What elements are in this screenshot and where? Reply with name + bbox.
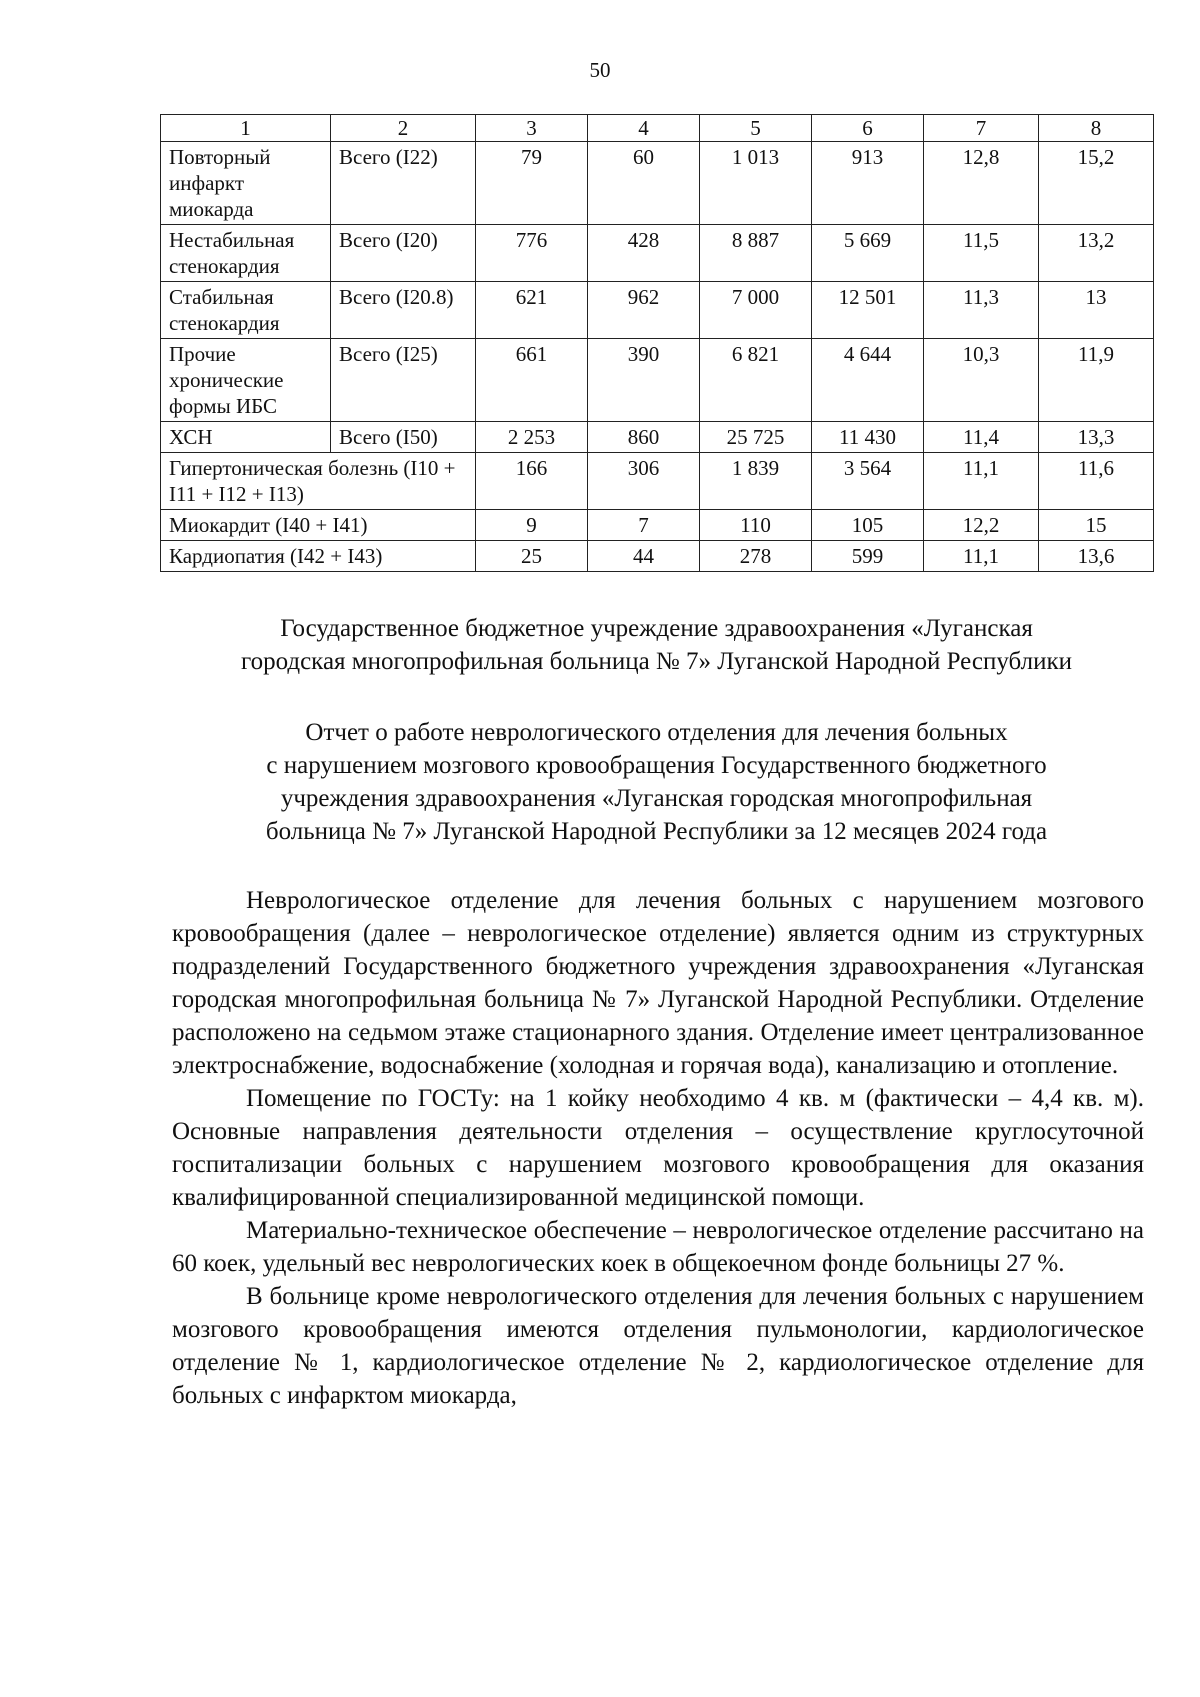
table-cell: 4 644 (812, 339, 924, 422)
table-cell: 11,1 (924, 541, 1039, 572)
diagnosis-name: Миокардит (I40 + I41) (161, 510, 476, 541)
table-cell: 11,6 (1039, 453, 1154, 510)
table-cell: 44 (588, 541, 700, 572)
column-number: 6 (812, 115, 924, 142)
table-cell: 25 725 (700, 422, 812, 453)
heading-line: с нарушением мозгового кровообращения Государственного бюджетного (266, 752, 1047, 779)
table-cell: 13 (1039, 282, 1154, 339)
table-cell: 913 (812, 142, 924, 225)
table-row (161, 422, 1154, 453)
table-cell: 11,1 (924, 453, 1039, 510)
table-cell: 661 (476, 339, 588, 422)
table-cell: 3 564 (812, 453, 924, 510)
table-cell: 306 (588, 453, 700, 510)
table-cell: 11,9 (1039, 339, 1154, 422)
heading-line: Государственное бюджетное учреждение здравоохранения «Луганская (280, 615, 1033, 642)
column-number: 4 (588, 115, 700, 142)
table-cell: 166 (476, 453, 588, 510)
table-cell: 776 (476, 225, 588, 282)
table-cell: 599 (812, 541, 924, 572)
heading-line: учреждения здравоохранения «Луганская городская многопрофильная (280, 785, 1033, 812)
diagnosis-name: ХСН (161, 422, 331, 453)
table-cell: 390 (588, 339, 700, 422)
diagnosis-code: Всего (I20) (331, 225, 476, 282)
column-number: 3 (476, 115, 588, 142)
statistics-table (160, 114, 1154, 572)
table-cell: 15,2 (1039, 142, 1154, 225)
table-cell: 12,2 (924, 510, 1039, 541)
paragraph: В больнице кроме неврологического отделения для лечения больных с нарушением мозгового кровообращения имеются отделения пульмонологии, кардиологическое отделение № 1, кардиологическое отделение № 2, кардиологическое отделение для больных с инфарктом миокарда, (172, 1283, 1144, 1409)
table-cell: 25 (476, 541, 588, 572)
table-cell: 12,8 (924, 142, 1039, 225)
table-cell: 278 (700, 541, 812, 572)
table-cell: 13,6 (1039, 541, 1154, 572)
heading-line: городская многопрофильная больница № 7» Луганской Народной Республики (240, 648, 1073, 675)
table-cell: 1 839 (700, 453, 812, 510)
table-cell: 5 669 (812, 225, 924, 282)
table-cell: 7 000 (700, 282, 812, 339)
diagnosis-name: Кардиопатия (I42 + I43) (161, 541, 476, 572)
table-row (161, 282, 1154, 339)
table-row (161, 225, 1154, 282)
table-cell: 1 013 (700, 142, 812, 225)
table-row (161, 453, 1154, 510)
table-cell: 110 (700, 510, 812, 541)
diagnosis-code: Всего (I25) (331, 339, 476, 422)
column-number: 1 (161, 115, 331, 142)
diagnosis-name: Прочие хронические формы ИБС (161, 339, 331, 422)
paragraph: Материально-техническое обеспечение – неврологическое отделение рассчитано на 60 коек, удельный вес неврологических коек в общекоечном фонде больницы 27 %. (172, 1217, 1144, 1277)
table-cell: 11,5 (924, 225, 1039, 282)
column-number: 8 (1039, 115, 1154, 142)
table-cell: 105 (812, 510, 924, 541)
table-cell: 11,4 (924, 422, 1039, 453)
table-cell: 860 (588, 422, 700, 453)
table-cell: 428 (588, 225, 700, 282)
table-cell: 15 (1039, 510, 1154, 541)
column-number: 7 (924, 115, 1039, 142)
table-cell: 6 821 (700, 339, 812, 422)
organization-heading (160, 612, 1153, 678)
report-title (160, 716, 1153, 848)
table-cell: 2 253 (476, 422, 588, 453)
table-row (161, 142, 1154, 225)
column-number: 5 (700, 115, 812, 142)
diagnosis-name: Гипертоническая болезнь (I10 + I11 + I12 + I13) (161, 453, 476, 510)
diagnosis-name: Повторный инфаркт миокарда (161, 142, 331, 225)
table-row (161, 339, 1154, 422)
table-cell: 10,3 (924, 339, 1039, 422)
table-cell: 60 (588, 142, 700, 225)
diagnosis-code: Всего (I50) (331, 422, 476, 453)
table-cell: 8 887 (700, 225, 812, 282)
diagnosis-name: Стабильная стенокардия (161, 282, 331, 339)
table-cell: 9 (476, 510, 588, 541)
body-text (172, 884, 1144, 1412)
paragraph: Помещение по ГОСТу: на 1 койку необходимо 4 кв. м (фактически – 4,4 кв. м). Основные направления деятельности отделения – осуществление круглосуточной госпитализации больных с нарушением мозгового кровообращения для оказания квалифицированной специализированной медицинской помощи. (172, 1085, 1144, 1211)
column-number: 2 (331, 115, 476, 142)
table-cell: 13,2 (1039, 225, 1154, 282)
table-cell: 79 (476, 142, 588, 225)
paragraph: Неврологическое отделение для лечения больных с нарушением мозгового кровообращения (далее – неврологическое отделение) является одним из структурных подразделений Государственного бюджетного учреждения здравоохранения «Луганская городская многопрофильная больница № 7» Луганской Народной Республики. Отделение расположено на седьмом этаже стационарного здания. Отделение имеет централизованное электроснабжение, водоснабжение (холодная и горячая вода), канализацию и отопление. (172, 887, 1144, 1079)
table-row (161, 541, 1154, 572)
page-number: 50 (589, 58, 611, 82)
table-row (161, 510, 1154, 541)
diagnosis-code: Всего (I22) (331, 142, 476, 225)
table-cell: 13,3 (1039, 422, 1154, 453)
diagnosis-name: Нестабильная стенокардия (161, 225, 331, 282)
heading-line: больница № 7» Луганской Народной Республики за 12 месяцев 2024 года (265, 818, 1048, 845)
table-header-row (161, 115, 1154, 142)
table-cell: 621 (476, 282, 588, 339)
table-cell: 12 501 (812, 282, 924, 339)
heading-line: Отчет о работе неврологического отделения для лечения больных (305, 719, 1008, 746)
diagnosis-code: Всего (I20.8) (331, 282, 476, 339)
table-cell: 11,3 (924, 282, 1039, 339)
table-cell: 7 (588, 510, 700, 541)
table-cell: 11 430 (812, 422, 924, 453)
table-cell: 962 (588, 282, 700, 339)
